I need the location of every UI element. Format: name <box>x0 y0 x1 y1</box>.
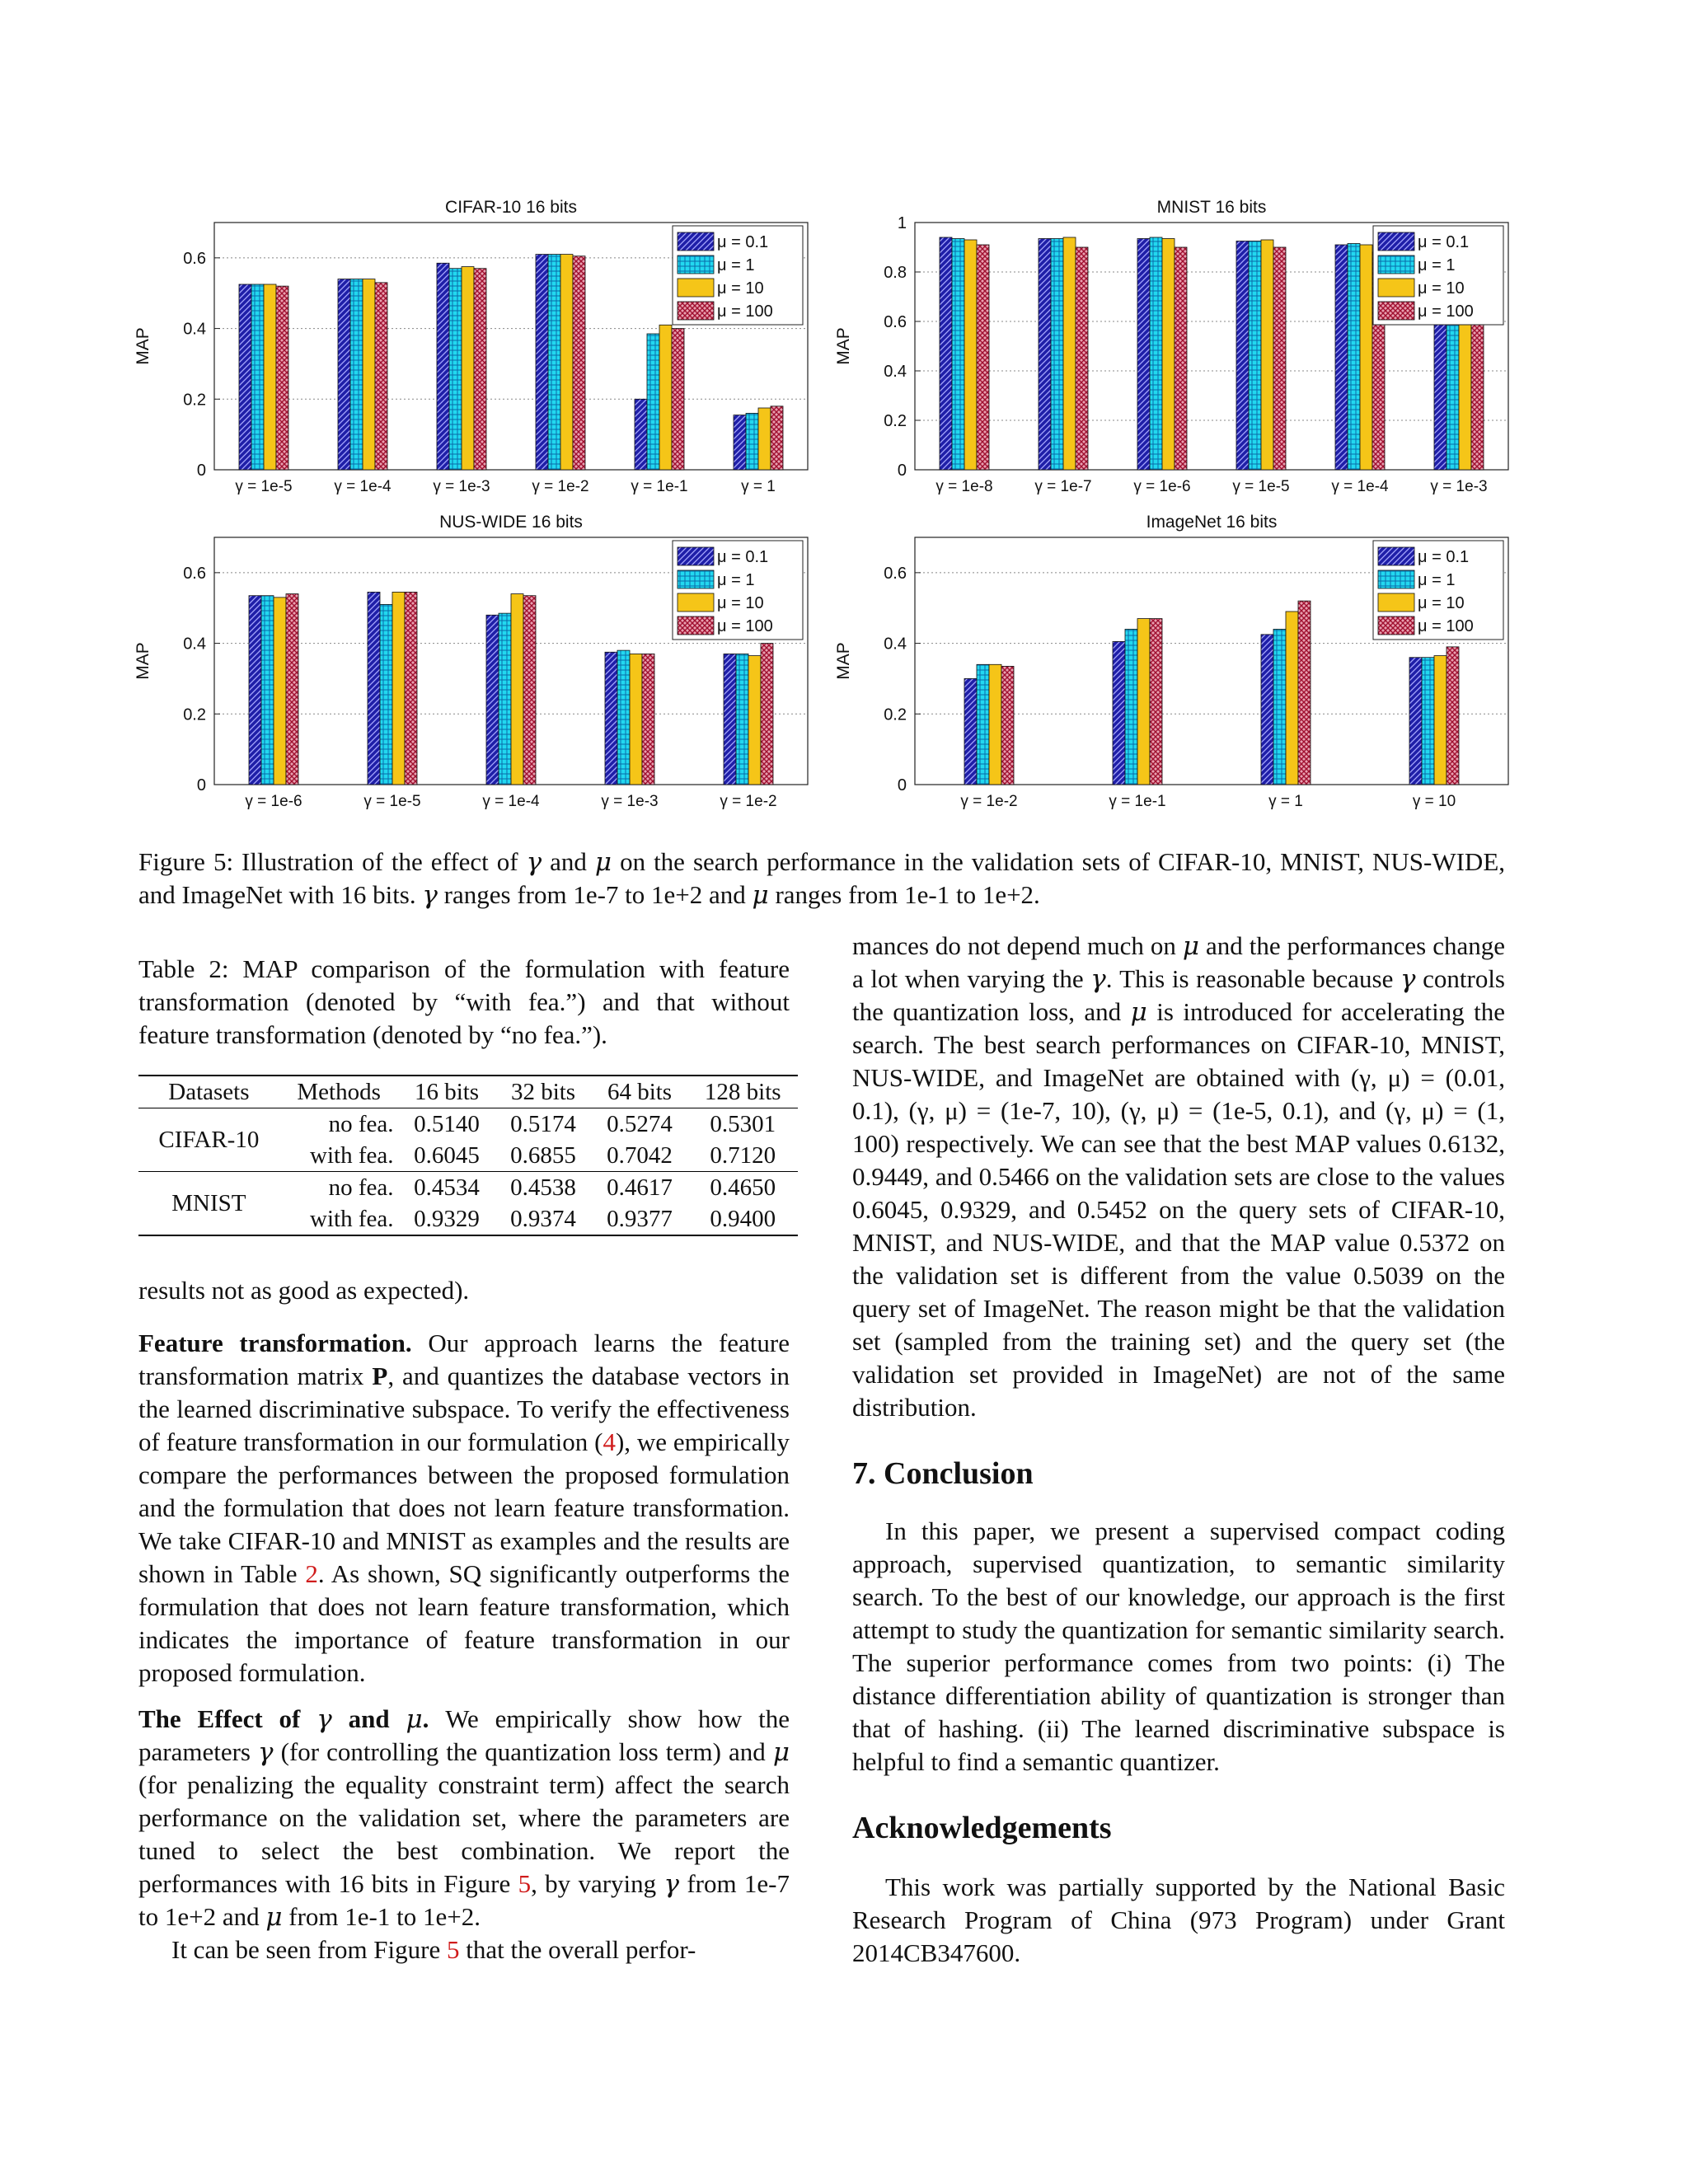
bar <box>605 652 617 785</box>
caption-text: ranges from 1e-1 to 1e+2. <box>768 880 1040 909</box>
conclusion-heading: 7. Conclusion <box>852 1456 1034 1491</box>
x-tick-label: γ = 1e-3 <box>1430 478 1488 495</box>
bar <box>647 334 659 470</box>
caption-gamma: γ <box>526 847 542 877</box>
legend-swatch <box>678 255 714 274</box>
bar <box>363 279 375 470</box>
bar <box>511 594 523 785</box>
bar <box>286 594 298 785</box>
bar <box>1113 641 1125 785</box>
legend-swatch <box>1378 547 1414 565</box>
figure-ref-link[interactable]: 5 <box>518 1869 532 1898</box>
value-cell: 0.9377 <box>592 1203 688 1235</box>
x-tick-label: γ = 1e-4 <box>1331 478 1389 495</box>
para-text: from 1e-7 to 1e+2 and <box>138 1869 790 1931</box>
y-tick-label: 0 <box>196 462 206 480</box>
value-cell: 0.4617 <box>607 1174 673 1201</box>
math-symbol: γ <box>1400 964 1416 994</box>
value-cell: 0.6855 <box>495 1140 592 1172</box>
bar <box>771 406 783 470</box>
x-tick-label: γ = 1e-5 <box>1232 478 1290 495</box>
para-heading: Feature transformation. <box>138 1329 412 1357</box>
value-cell: 0.5301 <box>710 1110 776 1137</box>
bar <box>940 237 952 470</box>
value-cell: 0.4538 <box>510 1174 576 1201</box>
para-text: It can be seen from Figure <box>171 1935 447 1964</box>
legend-label: μ = 10 <box>1418 594 1465 612</box>
legend-label: μ = 100 <box>1418 302 1474 321</box>
value-cell: 0.4650 <box>710 1174 776 1201</box>
para-text: We empirically show how the parameters <box>138 1704 790 1766</box>
bar <box>1076 247 1088 470</box>
legend-label: μ = 1 <box>717 256 755 274</box>
value-cell: 0.9374 <box>495 1203 592 1235</box>
bar <box>642 654 654 785</box>
value-cell: 0.5174 <box>510 1110 576 1137</box>
legend-label: μ = 1 <box>1418 256 1456 274</box>
y-tick-label: 0.4 <box>884 363 907 381</box>
chart-imagenet <box>824 504 1525 826</box>
bar <box>1236 241 1249 471</box>
bar <box>1150 237 1162 470</box>
bar <box>264 284 276 470</box>
bar <box>548 255 560 470</box>
chart-mnist <box>824 190 1525 511</box>
legend-swatch <box>1378 616 1414 635</box>
bar <box>486 615 499 785</box>
math-symbol: μ <box>265 1902 283 1932</box>
legend-label: μ = 0.1 <box>717 548 769 566</box>
caption-text: and <box>542 847 595 876</box>
x-tick-label: γ = 1e-2 <box>720 793 777 810</box>
chart-nuswide <box>124 504 824 826</box>
table-row <box>138 1172 798 1204</box>
math-symbol: γ <box>258 1737 274 1767</box>
table-header: 16 bits <box>399 1076 495 1108</box>
bar <box>380 604 392 785</box>
bar <box>1001 666 1014 785</box>
para-heading: . <box>422 1704 429 1733</box>
method-cell: no fea. <box>328 1174 394 1201</box>
equation-ref-link[interactable]: 4 <box>603 1427 616 1456</box>
value-cell: 0.9400 <box>688 1203 798 1235</box>
y-axis-label: MAP <box>134 327 152 365</box>
x-tick-label: γ = 1e-8 <box>935 478 993 495</box>
bar <box>1162 239 1175 471</box>
legend-swatch <box>1378 255 1414 274</box>
para-seen <box>138 1933 790 1966</box>
legend-label: μ = 10 <box>1418 279 1465 298</box>
math-symbol: μ <box>772 1737 790 1767</box>
table-ref-link[interactable]: 2 <box>305 1559 318 1588</box>
x-tick-label: γ = 1e-4 <box>482 793 540 810</box>
bar <box>1249 241 1261 471</box>
x-tick-label: γ = 10 <box>1412 793 1456 810</box>
value-cell: 0.5274 <box>607 1110 673 1137</box>
x-tick-label: γ = 1e-3 <box>433 478 490 495</box>
table-caption: Table 2: MAP comparison of the formulation with feature transformation (denoted by “with fea.”) and that without feature transformation (denoted by “no fea.”). <box>138 954 790 1049</box>
legend-swatch <box>1378 232 1414 251</box>
para-text: , and quantizes the database vectors in the learned discriminative subspace. To verify the effectiveness of feature transformation in our formulation ( <box>138 1361 790 1456</box>
dataset-cell: MNIST <box>138 1172 279 1236</box>
results-table <box>138 1075 798 1236</box>
legend-swatch <box>678 593 714 612</box>
legend-label: μ = 0.1 <box>1418 233 1470 251</box>
para-text: (for controlling the quantization loss term) and <box>273 1737 773 1766</box>
bar <box>672 329 684 470</box>
chart-nuswide-svg <box>124 504 824 826</box>
bar <box>1348 244 1360 471</box>
para-text: . This is reasonable because <box>1105 964 1400 993</box>
bar <box>261 596 274 785</box>
y-axis-label: MAP <box>834 642 853 680</box>
bar <box>1150 619 1162 785</box>
para-text: mances do not depend much on <box>852 931 1183 960</box>
y-tick-label: 0.2 <box>884 412 907 430</box>
legend-label: μ = 0.1 <box>1418 548 1470 566</box>
method-cell: no fea. <box>328 1110 394 1137</box>
value-cell: 0.7042 <box>592 1140 688 1172</box>
x-tick-label: γ = 1 <box>741 478 776 495</box>
table-header: 128 bits <box>688 1076 798 1108</box>
math-symbol: γ <box>663 1869 680 1899</box>
bar <box>1137 239 1150 471</box>
bar <box>964 678 977 785</box>
y-tick-label: 0.2 <box>183 391 206 410</box>
bar <box>523 596 536 785</box>
para-text: that the overall perfor- <box>459 1935 696 1964</box>
value-cell: 0.9329 <box>399 1203 495 1235</box>
math-symbol: μ <box>1130 997 1147 1027</box>
caption-gamma: γ <box>422 880 438 910</box>
y-tick-label: 0.6 <box>183 249 206 268</box>
legend-swatch <box>678 232 714 251</box>
legend-label: μ = 1 <box>717 571 755 589</box>
caption-text: ranges from 1e-7 to 1e+2 and <box>437 880 753 909</box>
bar <box>1051 239 1063 471</box>
caption-mu: μ <box>594 847 612 877</box>
bar <box>405 592 417 785</box>
value-cell: 0.4534 <box>414 1174 480 1201</box>
bar <box>1261 240 1273 470</box>
para-text: , by varying <box>531 1869 664 1898</box>
legend-swatch <box>678 616 714 635</box>
y-tick-label: 0.8 <box>884 264 907 282</box>
y-tick-label: 1 <box>897 214 907 232</box>
bar <box>748 656 761 785</box>
math-symbol: γ <box>1090 964 1106 994</box>
bar <box>977 664 989 785</box>
bar <box>239 284 251 470</box>
bar <box>437 263 449 470</box>
para-text: is introduced for accelerating the search. The best search performances on CIFAR-10, MNIST, NUS-WIDE, and ImageNet are obtained with (γ, μ) = (0.01, 0.1), (γ, μ) = (1e-7, 10), (γ, μ) = (1e-5, 0.1), and (γ, μ) = (1, 100) respectively. We can see that the best MAP values 0.6132, 0.9449, and 0.5466 on the validation sets are close to the values 0.6045, 0.9329, and 0.5452 on the query sets of CIFAR-10, MNIST, and NUS-WIDE, and that the MAP value 0.5372 on the validation set is different from the value 0.5039 on the query set of ImageNet. The reason might be that the validation set (sampled from the training set) and the query set (the validation set provided in ImageNet) are not of the same distribution. <box>852 997 1505 1422</box>
bar <box>964 240 977 470</box>
y-tick-label: 0.4 <box>884 635 907 654</box>
table-header-row <box>138 1076 798 1108</box>
chart-cifar-svg <box>124 190 824 511</box>
chart-cifar <box>124 190 824 511</box>
bar <box>1434 656 1447 785</box>
bar <box>536 255 548 470</box>
method-cell: with fea. <box>279 1140 399 1172</box>
legend-swatch <box>1378 570 1414 588</box>
bar <box>1286 612 1298 785</box>
table-header: 32 bits <box>495 1076 592 1108</box>
chart-title: ImageNet 16 bits <box>1146 513 1278 532</box>
bar <box>1273 247 1286 470</box>
bar <box>617 650 630 785</box>
bar <box>1039 239 1051 471</box>
y-tick-label: 0.6 <box>884 313 907 331</box>
bar <box>499 613 511 785</box>
bar <box>560 255 573 470</box>
bar <box>734 415 746 470</box>
para-heading: and <box>331 1704 406 1733</box>
bar <box>338 279 350 470</box>
caption-text: on the search performance in the validation sets of CIFAR-10, MNIST, NUS-WIDE, and ImageNet with 16 bits. <box>138 847 1506 909</box>
bar <box>1335 245 1348 470</box>
table-row <box>138 1108 798 1141</box>
bar <box>952 239 964 471</box>
x-tick-label: γ = 1e-6 <box>1133 478 1191 495</box>
para-acknowledgements: This work was partially supported by the National Basic Research Program of China (973 Program) under Grant 2014CB347600. <box>852 1872 1505 1967</box>
para-text: (for penalizing the equality constraint term) affect the search performance on the validation set, where the parameters are tuned to select the best combination. We report the performances with 16 bits in Figure <box>138 1770 790 1898</box>
legend-swatch <box>678 279 714 297</box>
value-cell: 0.6045 <box>399 1140 495 1172</box>
para-text: controls the quantization loss, and <box>852 964 1505 1026</box>
legend-label: μ = 100 <box>717 617 773 635</box>
x-tick-label: γ = 1e-3 <box>601 793 659 810</box>
x-tick-label: γ = 1e-5 <box>363 793 421 810</box>
para-text: . As shown, SQ significantly outperforms the formulation that does not learn feature transformation, which indicates the importance of feature transformation in our proposed formulation. <box>138 1559 790 1687</box>
y-tick-label: 0 <box>897 462 907 480</box>
legend-swatch <box>678 570 714 588</box>
para-text: Our approach learns the feature transformation matrix <box>138 1329 790 1390</box>
math-symbol: P <box>372 1361 388 1390</box>
method-cell: with fea. <box>279 1203 399 1235</box>
legend-label: μ = 1 <box>1418 571 1456 589</box>
table-header: Methods <box>279 1076 399 1108</box>
math-symbol: μ <box>1182 931 1199 961</box>
x-tick-label: γ = 1e-2 <box>532 478 589 495</box>
para-results: results not as good as expected). <box>138 1276 470 1305</box>
table-header: 64 bits <box>592 1076 688 1108</box>
value-cell: 0.5140 <box>414 1110 480 1137</box>
para-feature-transformation <box>138 1327 790 1690</box>
x-tick-label: γ = 1e-7 <box>1034 478 1092 495</box>
bar <box>758 408 771 470</box>
x-tick-label: γ = 1e-5 <box>235 478 293 495</box>
legend-label: μ = 10 <box>717 594 764 612</box>
bar <box>249 596 261 785</box>
bar <box>761 644 773 785</box>
y-tick-label: 0 <box>897 776 907 794</box>
bar <box>1360 245 1372 470</box>
y-tick-label: 0.4 <box>183 635 206 654</box>
acknowledgements-heading: Acknowledgements <box>852 1811 1112 1845</box>
para-heading: The Effect of <box>138 1704 317 1733</box>
bar <box>1422 658 1434 785</box>
legend-swatch <box>678 302 714 320</box>
chart-title: NUS-WIDE 16 bits <box>439 513 583 532</box>
bar <box>736 654 748 785</box>
legend-swatch <box>1378 593 1414 612</box>
x-tick-label: γ = 1 <box>1268 793 1303 810</box>
y-tick-label: 0.4 <box>183 320 206 339</box>
bar <box>1175 247 1187 470</box>
legend-swatch <box>1378 279 1414 297</box>
value-cell: 0.7120 <box>688 1140 798 1172</box>
bar <box>368 592 380 785</box>
legend-label: μ = 100 <box>1418 617 1474 635</box>
dataset-cell: CIFAR-10 <box>138 1108 279 1172</box>
legend-swatch <box>678 547 714 565</box>
bar <box>1261 635 1273 785</box>
math-symbol: γ <box>316 1704 332 1734</box>
y-axis-label: MAP <box>834 327 853 365</box>
x-tick-label: γ = 1e-2 <box>960 793 1018 810</box>
bar <box>573 256 585 470</box>
bar <box>449 269 462 470</box>
table-header: Datasets <box>138 1076 279 1108</box>
figure-ref-link[interactable]: 5 <box>447 1935 460 1964</box>
y-tick-label: 0.2 <box>183 705 206 724</box>
para-effect <box>138 1703 790 1933</box>
bar <box>276 286 288 470</box>
bar <box>1137 619 1150 785</box>
bar <box>474 269 486 470</box>
bar <box>635 399 647 470</box>
x-tick-label: γ = 1e-1 <box>631 478 688 495</box>
bar <box>251 284 264 470</box>
chart-title: CIFAR-10 16 bits <box>445 198 577 217</box>
para-text: ), we empirically compare the performances between the proposed formulation and the formulation that does not learn feature transformation. We take CIFAR-10 and MNIST as examples and the results are shown in Table <box>138 1427 790 1588</box>
y-tick-label: 0.2 <box>884 705 907 724</box>
x-tick-label: γ = 1e-4 <box>334 478 392 495</box>
legend-label: μ = 100 <box>717 302 773 321</box>
legend-label: μ = 10 <box>717 279 764 298</box>
x-tick-label: γ = 1e-1 <box>1109 793 1166 810</box>
bar <box>746 413 758 470</box>
bar <box>1409 658 1422 785</box>
chart-imagenet-svg <box>824 504 1525 826</box>
bar <box>1273 629 1286 785</box>
bar <box>1063 237 1076 470</box>
x-tick-label: γ = 1e-6 <box>245 793 302 810</box>
chart-mnist-svg <box>824 190 1525 511</box>
caption-mu: μ <box>752 880 769 910</box>
figure-caption <box>138 846 1505 912</box>
bar <box>659 325 672 470</box>
bar <box>1447 647 1459 785</box>
y-tick-label: 0.6 <box>183 564 206 583</box>
bar <box>630 654 642 785</box>
para-conclusion: In this paper, we present a supervised compact coding approach, supervised quantization, to semantic similarity search. To the best of our knowledge, our approach is the first attempt to study the quantization for semantic similarity search. The superior performance comes from two points: (i) The distance differentiation ability of quantization is stronger than that of hashing. (ii) The learned discriminative subspace is helpful to find a semantic quantizer. <box>852 1516 1505 1776</box>
bar <box>977 245 989 470</box>
bar <box>392 592 405 785</box>
para-text: and the performances change a lot when varying the <box>852 931 1505 993</box>
legend-label: μ = 0.1 <box>717 233 769 251</box>
bar <box>462 267 474 470</box>
y-tick-label: 0.6 <box>884 564 907 583</box>
y-tick-label: 0 <box>196 776 206 794</box>
para-text: from 1e-1 to 1e+2. <box>282 1902 481 1931</box>
bar <box>1298 601 1311 785</box>
math-symbol: μ <box>406 1704 423 1734</box>
bar <box>375 283 387 470</box>
bar <box>274 598 286 785</box>
bar <box>989 664 1001 785</box>
para-performance <box>852 930 1505 1424</box>
bar <box>724 654 736 785</box>
bar <box>350 279 363 470</box>
chart-title: MNIST 16 bits <box>1156 198 1267 217</box>
caption-text: Figure 5: Illustration of the effect of <box>138 847 527 876</box>
y-axis-label: MAP <box>134 642 152 680</box>
bar <box>1125 629 1137 785</box>
legend-swatch <box>1378 302 1414 320</box>
